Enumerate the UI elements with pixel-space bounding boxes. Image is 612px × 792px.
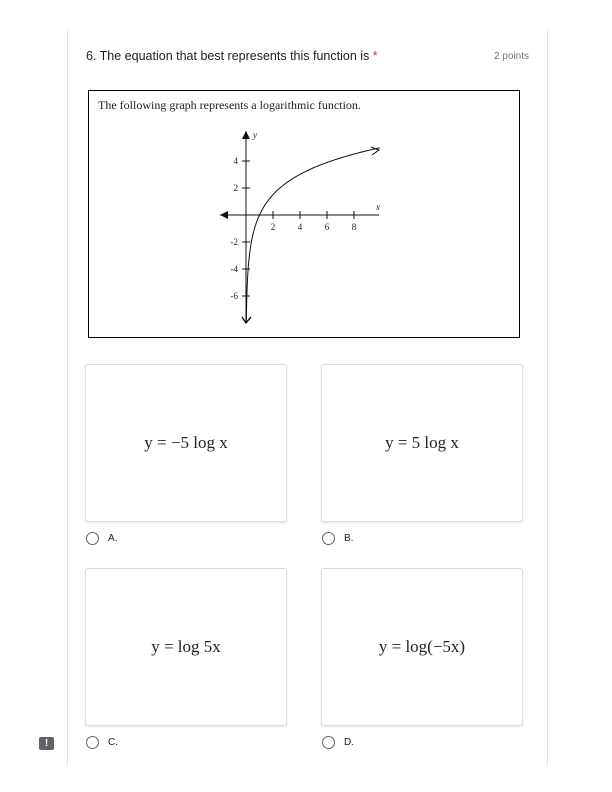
y-tick-label: -4 — [230, 264, 238, 274]
option-c-card[interactable] — [85, 568, 287, 726]
option-a-choice[interactable] — [86, 532, 117, 545]
report-problem-icon[interactable]: ! — [39, 737, 54, 750]
option-b-radio[interactable] — [322, 532, 335, 545]
option-d-radio[interactable] — [322, 736, 335, 749]
y-axis-label: y — [253, 130, 257, 140]
y-tick-label: -6 — [230, 291, 238, 301]
option-d-card[interactable] — [321, 568, 523, 726]
required-marker: * — [372, 49, 378, 63]
y-tick-label: -2 — [230, 237, 238, 247]
option-a-label: A. — [108, 533, 118, 544]
x-tick-label: 4 — [297, 222, 303, 232]
option-c-label: C. — [108, 737, 118, 748]
x-tick-label: 6 — [324, 222, 330, 232]
question-text: 6. The equation that best represents this function is — [86, 49, 370, 63]
x-tick-label: 8 — [351, 222, 357, 232]
option-c-formula: y = log 5x — [151, 637, 221, 656]
option-a-radio[interactable] — [86, 532, 99, 545]
option-b-label: B. — [344, 533, 354, 544]
question-title — [86, 49, 378, 63]
option-b-choice[interactable] — [322, 532, 353, 545]
graph-image — [88, 90, 520, 338]
x-axis-left-arrow — [220, 211, 228, 219]
option-b-formula: y = 5 log x — [385, 433, 459, 452]
log-function-graph — [89, 91, 521, 339]
option-a-card[interactable] — [85, 364, 287, 522]
y-axis-up-arrow — [242, 131, 250, 139]
option-d-choice[interactable] — [322, 736, 354, 749]
x-tick-label: 2 — [270, 222, 276, 232]
points-label: 2 points — [493, 51, 529, 62]
option-c-radio[interactable] — [86, 736, 99, 749]
option-a-formula: y = −5 log x — [144, 433, 228, 452]
option-b-card[interactable] — [321, 364, 523, 522]
y-tick-label: 4 — [233, 156, 238, 166]
graph-caption: The following graph represents a logarithmic function. — [98, 98, 361, 112]
function-curve — [246, 148, 379, 323]
y-tick-label: 2 — [233, 183, 238, 193]
x-axis-label: x — [376, 202, 380, 212]
option-d-formula: y = log(−5x) — [378, 637, 466, 656]
option-d-label: D. — [344, 737, 354, 748]
option-c-choice[interactable] — [86, 736, 118, 749]
